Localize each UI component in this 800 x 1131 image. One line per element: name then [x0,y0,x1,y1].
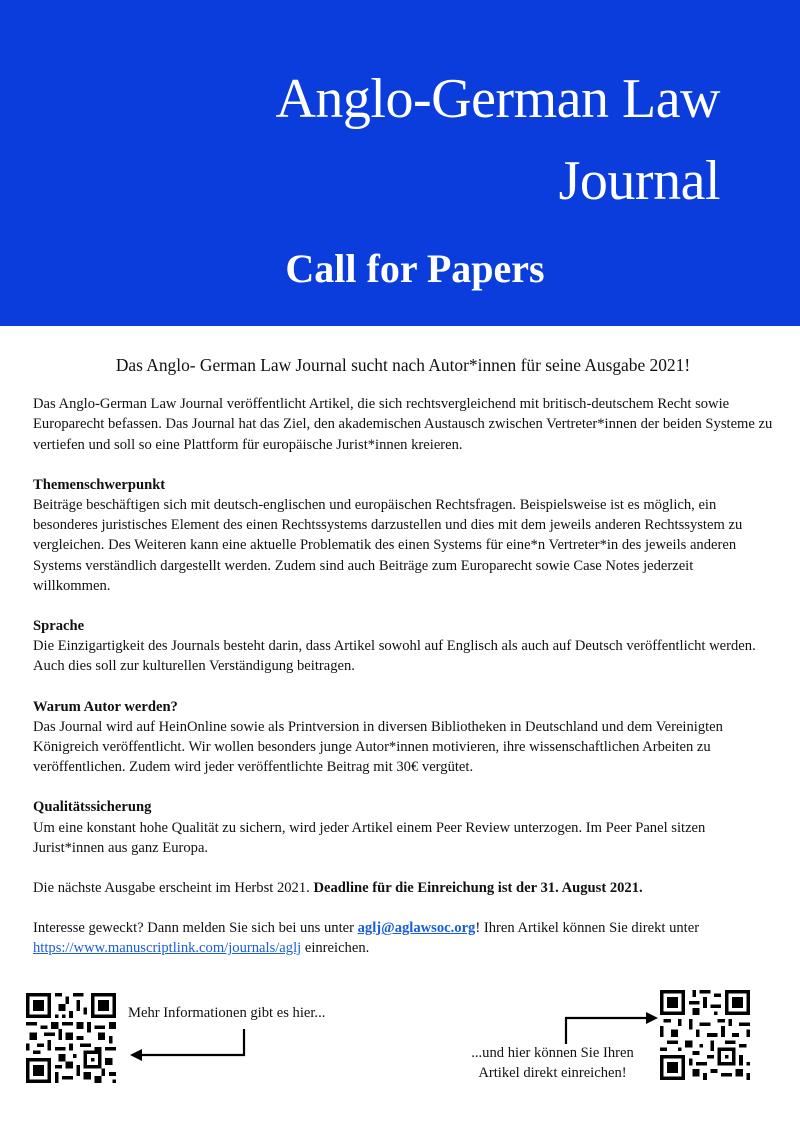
journal-title [80,58,720,222]
contact-suffix: einreichen. [301,940,370,957]
journal-title-line2: Journal [558,150,720,212]
qr-left-note: Mehr Informationen gibt es hier... [128,1005,326,1021]
section-body: Beiträge beschäftigen sich mit deutsch-englischen und europäischen Rechtsfragen. Beispielsweise ist es möglich, ein besonderes juristisches Element des einen Rechtssystems darzustellen und dies mit dem jeweils anderen Rechtssystem zu vergleichen. Des Weiteren kann eine aktuelle Problematik des einen Systems für eine*n Vertreter*in des jeweils anderen Systems verständlich dargestellt werden. Zudem sind auch Beiträge zum Europarecht sowie Case Notes jederzeit willkommen. [33,497,743,594]
section-warum-autor [33,697,773,778]
section-heading: Themenschwerpunkt [33,476,166,493]
headline: Das Anglo- German Law Journal sucht nach Autor*innen für seine Ausgabe 2021! [115,355,691,375]
qr-right-note [460,1043,645,1083]
header-banner [0,0,800,326]
deadline-paragraph [33,878,773,898]
arrow-left-icon [128,1025,250,1065]
qr-code-info[interactable] [26,993,116,1083]
qr-code-submission[interactable] [660,990,750,1080]
section-body: Um eine konstant hohe Qualität zu sichern, wird jeder Artikel einem Peer Review unterzogen. Im Peer Panel sitzen Jurist*innen aus ganz Europa. [33,819,706,856]
intro-paragraph: Das Anglo-German Law Journal veröffentlicht Artikel, die sich rechtsvergleichend mit britisch-deutschem Recht sowie Europarecht befassen. Das Journal hat das Ziel, den akademischen Austausch zwischen Vertreter*innen der beiden Systeme zu vertiefen und soll so eine Plattform für europäische Jurist*innen kreieren. [33,396,773,453]
section-qualitaetssicherung [33,797,773,858]
call-for-papers-subtitle: Call for Papers [285,246,545,291]
section-body: Das Journal wird auf HeinOnline sowie als Printversion in diversen Bibliotheken in Deutschland und dem Vereinigten Königreich veröffentlicht. Wir wollen besonders junge Autor*innen motivieren, ihre wissenschaftlichen Arbeiten zu veröffentlichen. Zudem wird jeder veröffentlichte Beitrag mit 30€ vergütet. [33,718,723,776]
contact-paragraph [33,918,773,958]
email-link[interactable]: aglj@aglawsoc.org [357,920,476,937]
document-body [33,355,773,979]
journal-title-line1: Anglo-German Law [275,68,720,130]
section-heading: Warum Autor werden? [33,698,178,715]
deadline-bold: Deadline für die Einreichung ist der 31. August 2021. [313,880,643,897]
section-heading: Sprache [33,618,85,635]
arrow-right-icon [562,1008,660,1048]
section-heading: Qualitätssicherung [33,799,152,816]
contact-prefix: Interesse geweckt? Dann melden Sie sich bei uns unter [33,920,358,937]
section-themenschwerpunkt [33,475,773,596]
section-sprache [33,616,773,677]
deadline-text: Die nächste Ausgabe erscheint im Herbst 2021. [33,880,314,897]
section-body: Die Einzigartigkeit des Journals besteht darin, dass Artikel sowohl auf Englisch als auch auf Deutsch veröffentlicht werden. Auch dies soll zur kulturellen Verständigung beitragen. [33,638,756,675]
submission-url-link[interactable]: https://www.manuscriptlink.com/journals/aglj [33,940,302,957]
qr-right-note-line1: ...und hier können Sie Ihren [471,1045,634,1061]
contact-middle: ! Ihren Artikel können Sie direkt unter [475,920,700,937]
qr-right-note-line2: Artikel direkt einreichen! [478,1065,627,1081]
